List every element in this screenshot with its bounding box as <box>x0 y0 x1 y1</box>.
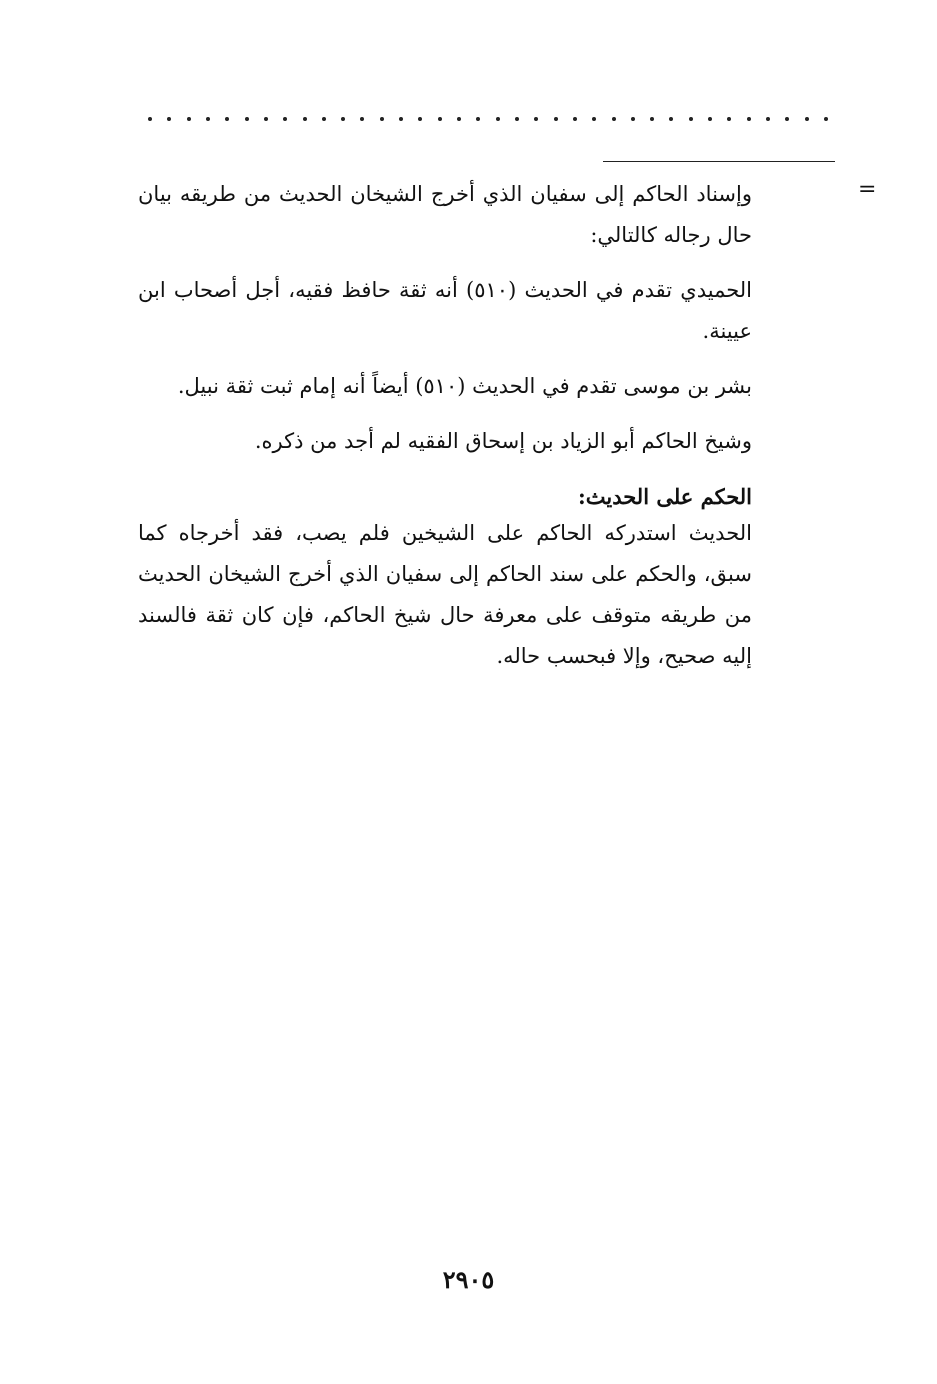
separator-dot <box>457 117 461 121</box>
separator-dot <box>689 117 693 121</box>
separator-dot <box>187 117 191 121</box>
footnote-rule <box>603 161 835 162</box>
separator-dot <box>418 117 422 121</box>
separator-dot <box>534 117 538 121</box>
separator-dot <box>747 117 751 121</box>
paragraph-isnad-intro: وإسناد الحاكم إلى سفيان الذي أخرج الشيخان الحديث من طريقه بيان حال رجاله كالتالي: <box>138 182 752 247</box>
separator-dot <box>631 117 635 121</box>
separator-dot <box>380 117 384 121</box>
paragraph-shaykh-hakim: وشيخ الحاكم أبو الزياد بن إسحاق الفقيه لم أجد من ذكره. <box>254 429 752 453</box>
separator-dot <box>708 117 712 121</box>
separator-dot <box>225 117 229 121</box>
separator-dot <box>766 117 770 121</box>
separator-dot <box>650 117 654 121</box>
separator-dot <box>283 117 287 121</box>
paragraph-humaydi: الحميدي تقدم في الحديث (٥١٠) أنه ثقة حافظ فقيه، أجل أصحاب ابن عيينة. <box>138 278 752 343</box>
separator-dot <box>438 117 442 121</box>
separator-dot <box>303 117 307 121</box>
page-number: ٢٩٠٥ <box>442 1265 495 1294</box>
separator-dot <box>167 117 171 121</box>
separator-dot <box>399 117 403 121</box>
separator-dot <box>341 117 345 121</box>
dotted-separator <box>148 112 828 126</box>
separator-dot <box>264 117 268 121</box>
separator-dot <box>476 117 480 121</box>
separator-dot <box>496 117 500 121</box>
footnote-content <box>138 174 752 677</box>
ruling-text: الحديث استدركه الحاكم على الشيخين فلم يصب، فقد أخرجاه كما سبق، والحكم على سند الحاكم إلى سفيان الذي أخرج الشيخان الحديث من طريقه متوقف على معرفة حال شيخ الحاكم، فإن كان ثقة فالسند إليه صحيح، وإلا فبحسب حاله. <box>138 521 752 668</box>
separator-dot <box>824 117 828 121</box>
continuation-mark: = <box>858 177 877 202</box>
separator-dot <box>785 117 789 121</box>
separator-dot <box>669 117 673 121</box>
separator-dot <box>245 117 249 121</box>
paragraph-bishr: بشر بن موسى تقدم في الحديث (٥١٠) أيضاً أنه إمام ثبت ثقة نبيل. <box>177 374 752 398</box>
separator-dot <box>805 117 809 121</box>
separator-dot <box>148 117 152 121</box>
separator-dot <box>360 117 364 121</box>
separator-dot <box>206 117 210 121</box>
separator-dot <box>322 117 326 121</box>
separator-dot <box>515 117 519 121</box>
separator-dot <box>612 117 616 121</box>
separator-dot <box>592 117 596 121</box>
ruling-heading: الحكم على الحديث: <box>578 484 752 509</box>
separator-dot <box>727 117 731 121</box>
separator-dot <box>573 117 577 121</box>
separator-dot <box>554 117 558 121</box>
